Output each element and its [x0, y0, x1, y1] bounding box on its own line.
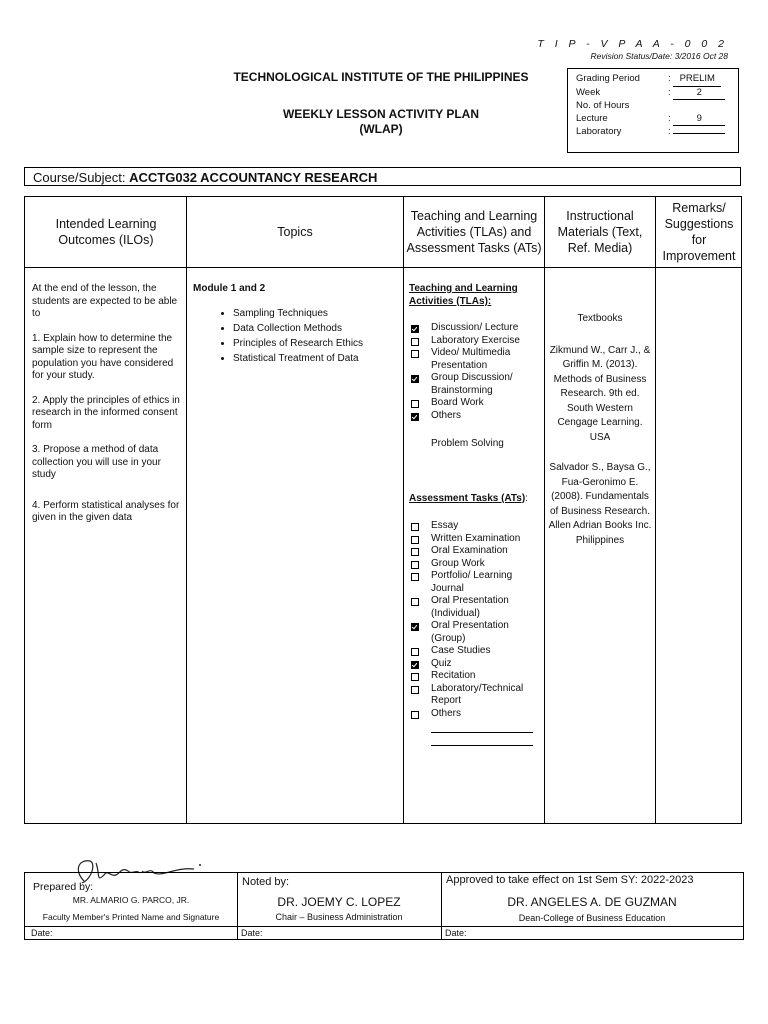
header-materials: Instructional Materials (Text, Ref. Media)	[557, 209, 643, 255]
at-label: Case Studies	[431, 645, 491, 656]
plan-title	[220, 107, 542, 137]
institution-name: TECHNOLOGICAL INSTITUTE OF THE PHILIPPINES	[233, 70, 529, 84]
tla-label: Board Work	[431, 397, 484, 408]
header-tlas: Teaching and Learning Activities (TLAs) and Assessment Tasks (ATs)	[406, 209, 542, 255]
grading-value: PRELIM	[673, 73, 721, 87]
tla-item	[409, 410, 541, 423]
topic-item: • Statistical Treatment of Data	[233, 351, 398, 366]
ilo-item: 1. Explain how to determine the sample size to represent the population you have considered for your study.	[32, 332, 174, 381]
grading-value	[668, 100, 738, 113]
grading-value: 2	[673, 87, 725, 101]
checkbox-icon	[411, 400, 419, 408]
ilo-item: 3. Propose a method of data collection you will use in your study	[32, 444, 161, 480]
grading-label: Lecture	[576, 112, 608, 124]
ilo-intro: At the end of the lesson, the students are expected to be able to	[32, 283, 178, 319]
header-ilos: Intended Learning Outcomes (ILOs)	[55, 217, 157, 247]
header-topics: Topics	[277, 225, 313, 239]
at-label: Oral Examination	[431, 545, 508, 556]
materials-title: Textbooks	[577, 313, 623, 324]
at-label: Portfolio/ Learning Journal	[431, 570, 513, 594]
grading-row: Week : 2	[576, 87, 738, 101]
topic-item: • Data Collection Methods	[233, 321, 398, 336]
checkbox-icon	[411, 686, 419, 694]
grading-label: Week	[576, 86, 601, 98]
checked-box-icon	[411, 375, 419, 383]
checkbox-icon	[411, 536, 419, 544]
tla-label: Discussion/ Lecture	[431, 322, 519, 333]
grading-row: Lecture : 9	[576, 113, 738, 127]
at-label: Group Work	[431, 557, 485, 569]
grading-value	[673, 133, 725, 134]
date-field: Date:	[445, 928, 467, 938]
tla-label: Laboratory Exercise	[431, 334, 520, 346]
prepared-name: MR. ALMARIO G. PARCO, JR.	[72, 895, 190, 905]
at-label: Written Examination	[431, 532, 521, 544]
lesson-table	[24, 196, 742, 824]
ilo-item: 4. Perform statistical analyses for given in the given data	[32, 499, 180, 523]
checkbox-icon	[411, 338, 419, 346]
checked-box-icon	[411, 325, 419, 333]
header-remarks: Remarks/ Suggestions for Improvement	[662, 201, 736, 263]
at-item	[409, 533, 541, 546]
at-label: Recitation	[431, 670, 476, 681]
at-label: Oral Presentation (Group)	[431, 620, 509, 644]
at-item	[409, 595, 541, 620]
topics-list	[193, 306, 398, 366]
checkbox-icon	[411, 350, 419, 358]
plan-title-abbr: (WLAP)	[359, 122, 403, 136]
at-item	[409, 683, 541, 708]
at-item	[409, 645, 541, 658]
tla-item	[409, 347, 541, 372]
reference-1: Zikmund W., Carr J., & Griffin M. (2013). Methods of Business Research. 9th ed. South Western Cengage Learning. USA	[549, 344, 651, 443]
noted-name: DR. JOEMY C. LOPEZ	[277, 895, 401, 909]
at-item	[409, 620, 541, 645]
document-code: T I P - V P A A - 0 0 2	[537, 38, 728, 50]
checkbox-icon	[411, 673, 419, 681]
at-item	[409, 545, 541, 558]
at-item	[409, 658, 541, 671]
tla-title: Teaching and Learning Activities (TLAs):	[409, 283, 518, 307]
date-field: Date:	[31, 928, 53, 938]
grading-row: Laboratory :	[576, 126, 738, 139]
tla-item	[409, 322, 541, 335]
at-label: Oral Presentation (Individual)	[431, 595, 509, 619]
at-label: Laboratory/Technical Report	[431, 682, 524, 706]
at-item	[409, 570, 541, 595]
topics-cell	[193, 283, 398, 366]
prepared-label: Prepared by:	[33, 881, 94, 893]
ilo-item: 2. Apply the principles of ethics in research in the informed consent form	[32, 394, 180, 431]
reference-2: Salvador S., Baysa G., Fua-Geronimo E. (2008). Fundamentals of Business Research. Allen Adrian Books Inc. Philippines	[548, 462, 652, 546]
checkbox-icon	[411, 648, 419, 656]
at-item	[409, 520, 541, 533]
prepared-caption: Faculty Member's Printed Name and Signature	[42, 912, 220, 922]
ilos-cell	[32, 283, 182, 537]
checked-box-icon	[411, 623, 419, 631]
others-blank-line	[431, 733, 533, 746]
revision-status: Revision Status/Date: 3/2016 Oct 28	[590, 51, 728, 61]
at-title: Assessment Tasks (ATs)	[409, 492, 526, 504]
at-item	[409, 670, 541, 683]
at-label: Essay	[431, 520, 459, 531]
checkbox-icon	[411, 711, 419, 719]
at-item	[409, 558, 541, 571]
grading-row: Grading Period : PRELIM	[576, 73, 738, 87]
checkbox-icon	[411, 548, 419, 556]
module-label: Module 1 and 2	[193, 283, 266, 294]
course-label: Course/Subject:	[33, 170, 126, 185]
checkbox-icon	[411, 573, 419, 581]
grading-row	[576, 100, 738, 113]
tla-label: Video/ Multimedia Presentation	[431, 347, 511, 371]
at-item	[409, 708, 541, 721]
approved-label: Approved to take effect on 1st Sem SY: 2022-2023	[446, 874, 694, 886]
checkbox-icon	[411, 598, 419, 606]
approved-title: Dean-College of Business Education	[518, 913, 666, 923]
grading-value: 9	[673, 113, 725, 127]
checkbox-icon	[411, 561, 419, 569]
signatory-block	[24, 872, 744, 940]
tla-label: Group Discussion/ Brainstorming	[431, 372, 513, 396]
topic-item: • Principles of Research Ethics	[233, 336, 398, 351]
checked-box-icon	[411, 413, 419, 421]
date-field: Date:	[241, 928, 263, 938]
course-subject-row	[24, 167, 741, 186]
grading-label: Laboratory	[576, 126, 622, 137]
others-blank-line	[431, 720, 533, 733]
topic-item: • Sampling Techniques	[233, 306, 398, 321]
tla-label: Others	[431, 409, 462, 421]
course-value: ACCTG032 ACCOUNTANCY RESEARCH	[129, 170, 378, 185]
noted-title: Chair – Business Administration	[275, 912, 403, 922]
others-note: Problem Solving	[431, 438, 504, 449]
at-label: Quiz	[431, 657, 452, 669]
noted-label: Noted by:	[242, 876, 290, 888]
tla-item	[409, 372, 541, 397]
tla-item	[409, 397, 541, 410]
checkbox-icon	[411, 523, 419, 531]
grading-period-box	[567, 68, 739, 153]
activities-cell: Teaching and Learning Activities (TLAs): Discussion/ Lecture Laboratory Exercise Video/ Multimedia Presentation Group Discussion/ Brainstorming Board Work Others Problem Solving Assessment Tasks (ATs): Essay Written Examination Oral Examination Group Work Portfolio/ Learning Journal Oral Presentation (Individual) Oral Presentation (Group) Case Studies Quiz Recitation Laboratory/Technical Report Others	[409, 283, 541, 746]
materials-cell	[548, 313, 652, 548]
approved-name: DR. ANGELES A. DE GUZMAN	[507, 895, 677, 909]
plan-title-text: WEEKLY LESSON ACTIVITY PLAN	[282, 107, 480, 121]
grading-label: Grading Period	[576, 73, 640, 84]
grading-label: No. of Hours	[576, 100, 630, 111]
tla-item	[409, 335, 541, 348]
checked-box-icon	[411, 661, 419, 669]
at-label: Others	[431, 707, 462, 719]
